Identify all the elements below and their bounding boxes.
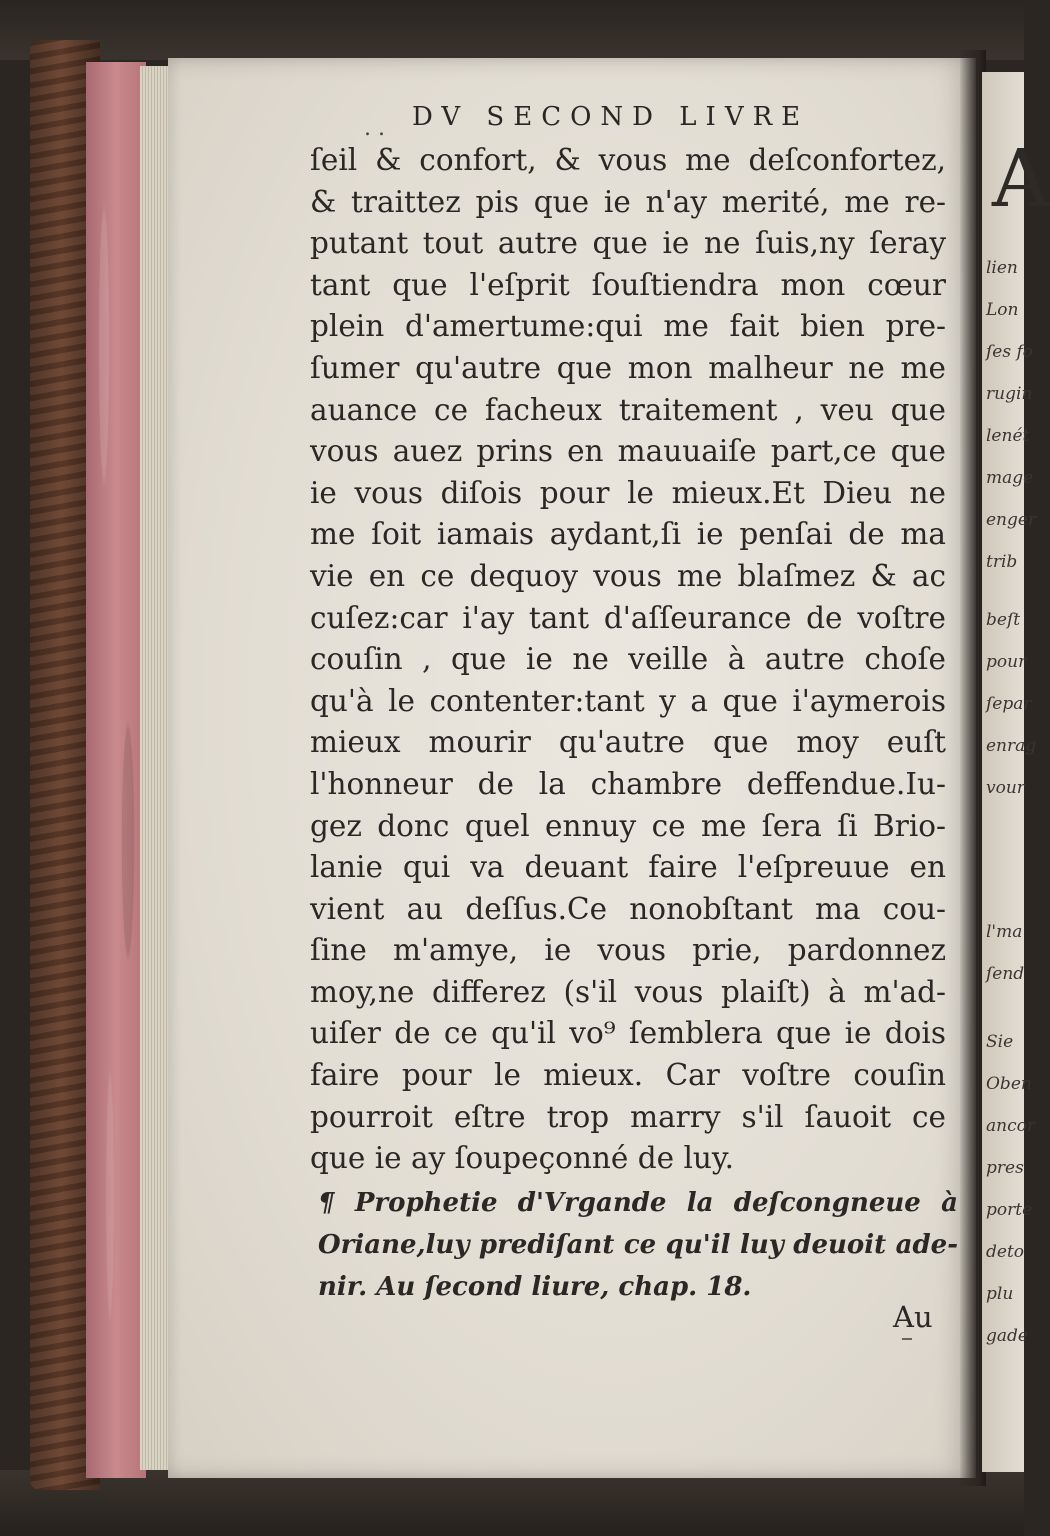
text-line: tant que l'eſprit ſouſtiendra mon cœur xyxy=(310,267,946,302)
next-page-fragment: l'ma xyxy=(986,922,1023,942)
chapter-note xyxy=(318,1182,958,1308)
text-line: ſeil & confort, & vous me deſconfortez, xyxy=(310,143,946,177)
next-page-fragment: beſt xyxy=(986,610,1021,630)
next-page-fragment: gade xyxy=(986,1326,1028,1346)
running-head: DV SECOND LIVRE xyxy=(412,102,810,132)
text-line: gez donc quel ennuy ce me ſera ſi Brio- xyxy=(310,808,946,843)
next-page-fragment: Oben xyxy=(986,1074,1032,1094)
text-line: vie en ce dequoy vous me blaſmez & ac xyxy=(310,558,946,593)
next-page-sliver xyxy=(982,72,1050,1472)
text-line: me ſoit iamais aydant,ſi ie penſai de ma xyxy=(310,517,946,552)
next-page-fragment: pour xyxy=(986,652,1027,672)
text-line: l'honneur de la chambre deffendue.Iu- xyxy=(310,766,946,801)
next-page-initial: A xyxy=(992,132,1050,225)
marbled-endpaper xyxy=(86,62,146,1478)
next-page-fragment: lenét xyxy=(986,426,1030,446)
next-page-fragment: porte xyxy=(986,1200,1033,1220)
next-page-fragment: rugin xyxy=(986,384,1033,404)
text-line: plein d'amertume:qui me fait bien pre- xyxy=(310,309,946,344)
catchword: Au xyxy=(893,1300,933,1334)
head-marks: . . xyxy=(364,116,385,141)
note-line: nir. Au ſecond liure, chap. 18. xyxy=(318,1272,752,1302)
next-page-fragment: pres xyxy=(986,1158,1024,1178)
next-page-fragment: trib xyxy=(986,552,1018,572)
next-page-fragment: Sie xyxy=(986,1032,1014,1052)
next-page-fragment: mage xyxy=(986,468,1034,488)
text-line: ſumer qu'autre que mon malheur ne me xyxy=(310,350,946,385)
next-page-fragment: ſepar xyxy=(986,694,1032,714)
text-line: ie vous diſois pour le mieux.Et Dieu ne xyxy=(310,475,946,510)
body-text xyxy=(310,140,946,1180)
text-line: mieux mourir qu'autre que moy euſt xyxy=(310,725,946,760)
text-line: lanie qui va deuant faire l'eſpreuue en xyxy=(310,850,946,885)
text-line: putant tout autre que ie ne ſuis,ny ſeray xyxy=(310,226,946,261)
text-line: & traittez pis que ie n'ay merité, me re- xyxy=(310,184,946,219)
text-line: vient au deſſus.Ce nonobſtant ma cou- xyxy=(310,891,946,926)
text-line: ſine m'amye, ie vous prie, pardonnez xyxy=(310,933,946,968)
text-line: pourroit eſtre trop marry s'il ſauoit ce xyxy=(310,1099,946,1134)
next-page-fragment: vour xyxy=(986,778,1025,798)
text-line: cuſez:car i'ay tant d'aſſeurance de voſtre xyxy=(310,600,946,635)
next-page-fragment: Lon xyxy=(986,300,1019,320)
next-page-fragment: lien xyxy=(986,258,1018,278)
text-line: uiſer de ce qu'il vo⁹ ſemblera que ie dois xyxy=(310,1016,946,1051)
text-line: moy,ne differez (s'il vous plaiſt) à m'ad- xyxy=(310,974,946,1009)
next-page-fragment: ſend xyxy=(986,964,1025,984)
backdrop-bottom xyxy=(0,1470,1024,1536)
next-page-fragment: ſes fo xyxy=(986,342,1034,362)
text-line: vous auez prins en mauuaiſe part,ce que xyxy=(310,434,946,469)
note-line: ¶ Prophetie d'Vrgande la deſcongneue à xyxy=(318,1188,958,1218)
next-page-fragment: enrag xyxy=(986,736,1037,756)
text-line: couſin , que ie ne veille à autre choſe xyxy=(310,642,946,677)
text-line: qu'à le contenter:tant y a que i'aymerois xyxy=(310,683,946,718)
next-page-fragment: ancor xyxy=(986,1116,1035,1136)
note-line: Oriane,luy prediſant ce qu'il luy deuoit ade- xyxy=(318,1230,958,1260)
text-line: auance ce facheux traitement , veu que xyxy=(310,392,946,427)
next-page-fragment: deto xyxy=(986,1242,1025,1262)
catchword-mark xyxy=(902,1338,912,1340)
text-line: faire pour le mieux. Car voſtre couſin xyxy=(310,1058,946,1093)
backdrop-top xyxy=(0,0,1024,60)
next-page-fragment: plu xyxy=(986,1284,1014,1304)
text-line: que ie ay ſoupeçonné de luy. xyxy=(310,1141,735,1176)
next-page-fragment: enger xyxy=(986,510,1037,530)
